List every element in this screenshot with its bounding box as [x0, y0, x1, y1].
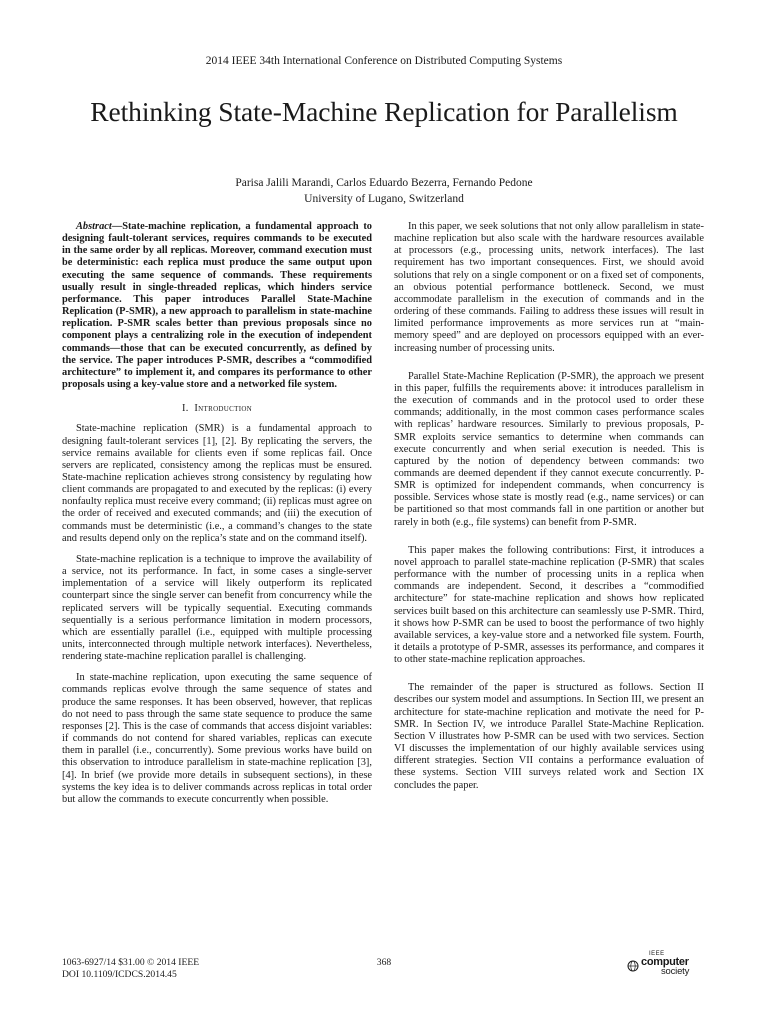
abstract-text: —State-machine replication, a fundamental approach to designing fault-tolerant services, requires commands to be executed in the same order by all replicas. Moreover, command execution must be deterministic: each replica must produce the same output upon executing the same sequence of commands. These requirements usually result in single-threaded replicas, which hinders service performance. This paper introduces Parallel State-Machine Replication (P-SMR), a new approach to parallelism in state-machine replication. P-SMR scales better than previous proposals since no component plays a centralizing role in the execution of independent commands—those that can be executed concurrently, as defined by the service. The paper introduces P-SMR, describes a “commodified architecture” to implement it, and compares its performance to other proposals using a key-value store and a networked file system.	[62, 221, 372, 391]
author-list: Parisa Jalili Marandi, Carlos Eduardo Bezerra, Fernando Pedone	[235, 177, 533, 189]
doi-line: DOI 10.1109/ICDCS.2014.45	[62, 969, 177, 980]
paragraph: In this paper, we seek solutions that not only allow parallelism in state-machine replication but also scale with the hardware resources available at processors (e.g., processing units, network interfaces). The last requirement has two important consequences. First, we should avoid solutions that rely on a single component or on a fixed set of components, an obvious potential performance bottleneck. Second, we must accommodate parallelism in the execution of commands and in the ordering of these commands. Failing to address these issues will result in limited performance improvements as more services run at “main-memory speed” and are deployed on processors equipped with an ever-increasing number of processing units.	[394, 221, 704, 354]
right-column	[394, 221, 704, 801]
logo-computer-text: computer	[641, 956, 689, 968]
globe-icon	[627, 960, 639, 972]
conference-name: 2014 IEEE 34th International Conference on Distributed Computing Systems	[205, 55, 563, 67]
logo-society-text: society	[661, 966, 690, 977]
paragraph: In state-machine replication, upon executing the same sequence of commands replicas evolve through the same sequence of states and produce the same responses. It has been observed, however, that replicas do not need to pass through the same state sequence to produce the same responses [2]. This is the case of commands that access disjoint variables: if commands do not contend for shared variables, replicas can execute them in parallel (i.e., concurrently). Some previous works have build on this observation to introduce parallelism in state-machine replication [3], [4]. In brief (we provide more details in subsequent sections), in these systems the key idea is to deliver commands across replicas in total order but allow the commands to execute concurrently when possible.	[62, 672, 372, 805]
abstract-label: Abstract	[76, 221, 112, 232]
left-column	[62, 221, 372, 815]
paper-title: Rethinking State-Machine Replication for Parallelism	[90, 96, 678, 127]
paragraph: This paper makes the following contributions: First, it introduces a novel approach to parallel state-machine replication (P-SMR) that scales performance with the number of processing units in a replica when commands are independent. Second, it describes a “commodified architecture” for state-machine replication and shows how replicated services built based on this architecture can seamlessly use P-SMR. Third, it shows how P-SMR can be used to boost the performance of two highly available services, a key-value store and a networked file system. Fourth, it details a prototype of P-SMR, assesses its performance, and compares it to other state-machine replication approaches.	[394, 544, 704, 666]
paragraph: State-machine replication is a technique to improve the availability of a service, not its performance. In fact, in some cases a single-server implementation of a service will likely outperform its replicated counterpart since the single server can benefit from concurrency while the replicated servers will be typically sequential. Executing commands sequentially is a serious performance limitation in modern processors, which are essentially parallel (i.e., equipped with multiple processing units, interconnected through multiple network interfaces). Nevertheless, rendering state-machine replication parallel is challenging.	[62, 553, 372, 663]
abstract	[62, 221, 372, 391]
paragraph: The remainder of the paper is structured as follows. Section II describes our system model and assumptions. In Section III, we present an architecture for state-machine replication and motivate the need for P-SMR. In Section IV, we introduce Parallel State-Machine Replication. Section V illustrates how P-SMR can be used with two services. Section VI discusses the implementation of our highly available services using different strategies. Section VII contains a performance evaluation of these systems. Section VIII surveys related work and Section IX concludes the paper.	[394, 682, 704, 791]
section-number: I.	[181, 403, 189, 415]
section-heading-introduction	[62, 403, 372, 415]
ieee-computer-society-logo	[627, 951, 707, 979]
paragraph: Parallel State-Machine Replication (P-SMR), the approach we present in this paper, fulfills the requirements above: it introduces parallelism in the execution of commands and in the protocol used to order these commands; additionally, in the most common cases performance scales with replicas’ hardware resources. Similarly to previous proposals, P-SMR exploits service semantics to determine when commands can execute concurrently and when serial execution is needed. This is captured by the notion of dependency between commands: two commands are deemed dependent if they cannot execute concurrently. P-SMR is optimized for independent commands, when concurrency is possible. Services whose state is mostly read (e.g., name services) or can be partitioned so that most commands fall in one partition or another but rarely in both (e.g., file systems) can benefit from P-SMR.	[394, 370, 704, 528]
issn-line: 1063-6927/14 $31.00 © 2014 IEEE	[62, 957, 200, 968]
page-number: 368	[376, 957, 392, 968]
affiliation: University of Lugano, Switzerland	[304, 193, 464, 205]
paragraph: State-machine replication (SMR) is a fundamental approach to designing fault-tolerant services [1], [2]. By replicating the servers, the service remains available for clients even if some replicas fail. Once servers are replicated, consistency among the replicas must be ensured. State-machine replication achieves strong consistency by regulating how client commands are propagated to and executed by the replicas: (i) every nonfaulty replica must receive every command; (ii) replicas must agree on the order of received and executed commands; and (iii) the execution of commands must be deterministic (i.e., a command’s changes to the state and results depend only on the replica’s state and on the command itself).	[62, 423, 372, 544]
section-title: Introduction	[194, 403, 253, 415]
logo-ieee-text: IEEE	[649, 951, 665, 957]
